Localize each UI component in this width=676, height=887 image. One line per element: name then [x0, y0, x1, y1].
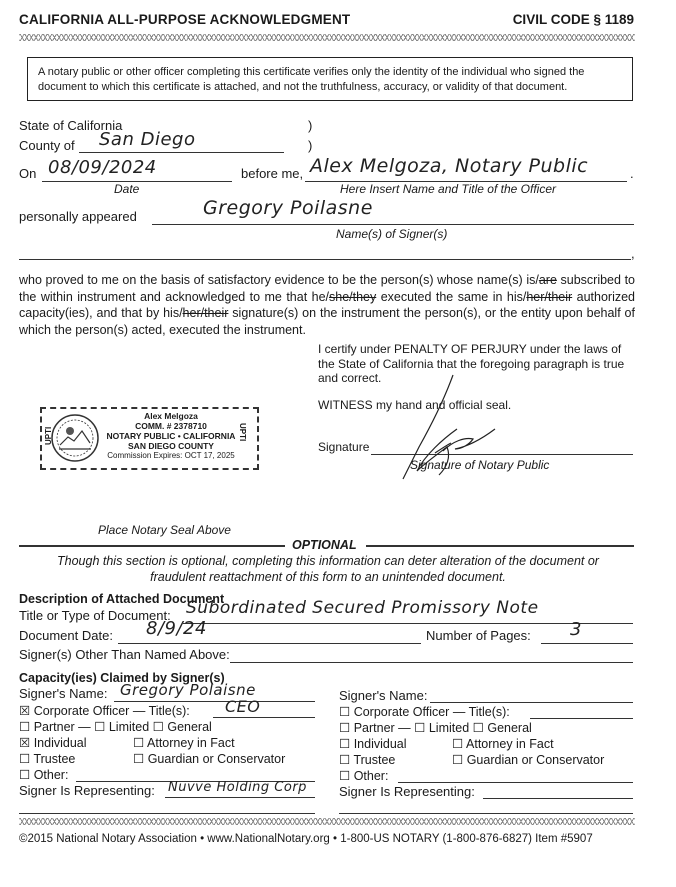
para-part-4: authorized capacity(ies), and that by his/: [19, 289, 635, 320]
county-label: County of: [19, 138, 75, 153]
para-part-1: who proved to me on the basis of satisfactory evidence to be the person(s) whose name(s) is/: [19, 273, 539, 287]
right-attorney-row: [452, 736, 554, 751]
signer-caption: Name(s) of Signer(s): [336, 227, 448, 241]
right-corporate-row: [339, 704, 510, 719]
seal-notary: NOTARY PUBLIC • CALIFORNIA: [106, 431, 236, 441]
pages-line: [541, 643, 633, 644]
left-signer-name-value[interactable]: Gregory Polaisne: [120, 681, 256, 699]
seal-name: Alex Melgoza: [144, 411, 198, 421]
form-title: CALIFORNIA ALL-PURPOSE ACKNOWLEDGMENT: [19, 12, 351, 27]
right-limited-label: Limited: [428, 721, 470, 735]
doc-title-line: [183, 623, 633, 624]
left-guardian-label: Guardian or Conservator: [147, 752, 286, 766]
certify-text: I certify under PENALTY OF PERJURY under the laws of the State of California that the foregoing paragraph is true and correct.: [318, 342, 625, 385]
left-representing-line: [165, 797, 315, 798]
left-title-line: [213, 717, 315, 718]
bracket-2: ): [308, 138, 313, 153]
signer-line-2: [19, 259, 631, 260]
right-other-checkbox[interactable]: ☐: [339, 769, 351, 783]
left-individual-label: Individual: [33, 736, 87, 750]
seal-text: [96, 411, 246, 461]
left-other-row: [19, 767, 68, 782]
right-individual-label: Individual: [353, 737, 407, 751]
right-general-checkbox[interactable]: ☐: [472, 721, 484, 735]
other-signers-line: [230, 662, 633, 663]
struck-her-their-2: her/their: [182, 306, 229, 320]
doc-date-value[interactable]: 8/9/24: [146, 618, 207, 639]
doc-title-label: Title or Type of Document:: [19, 608, 171, 623]
left-trustee-label: Trustee: [33, 752, 76, 766]
top-border-pattern: [19, 34, 635, 41]
right-general-label: General: [487, 721, 532, 735]
right-other-label: Other:: [353, 769, 389, 783]
description-heading: Description of Attached Document: [19, 592, 225, 606]
left-corporate-checkbox[interactable]: ☒: [19, 704, 31, 718]
signer-value[interactable]: Gregory Poilasne: [203, 197, 373, 219]
seal-side-left: UPTI: [44, 426, 53, 445]
right-representing-line: [483, 798, 633, 799]
county-value[interactable]: San Diego: [99, 129, 196, 150]
left-guardian-checkbox[interactable]: ☐: [133, 752, 145, 766]
right-guardian-row: [452, 752, 604, 767]
county-line: [79, 152, 284, 153]
bottom-border-pattern: [19, 818, 635, 825]
struck-she-they: she/they: [329, 289, 377, 304]
ack-date-value[interactable]: 08/09/2024: [48, 157, 157, 178]
optional-note: Though this section is optional, completing this information can deter alteration of the document or fraudulent reattachment of this form to an unintended document.: [57, 554, 599, 584]
officer-value[interactable]: Alex Melgoza, Notary Public: [310, 155, 589, 177]
right-extra-line: [339, 813, 633, 814]
right-guardian-checkbox[interactable]: ☐: [452, 753, 464, 767]
left-corporate-row: [19, 703, 190, 718]
seal-expires: Commission Expires: OCT 17, 2025: [107, 451, 235, 460]
comma-mark: ,: [631, 246, 635, 261]
right-other-line: [398, 782, 633, 783]
right-attorney-checkbox[interactable]: ☐: [452, 737, 464, 751]
left-partner-row: [19, 719, 212, 734]
before-me-label: before me,: [241, 166, 304, 181]
optional-rule-left: [19, 545, 285, 547]
date-caption: Date: [114, 182, 140, 196]
right-corporate-checkbox[interactable]: ☐: [339, 705, 351, 719]
doc-date-line: [118, 643, 421, 644]
place-seal-caption: Place Notary Seal Above: [98, 523, 231, 537]
left-corporate-label: Corporate Officer — Title(s):: [33, 704, 190, 718]
right-signer-name-line: [430, 702, 633, 703]
bracket-1: ): [308, 118, 313, 133]
signer-line: [152, 224, 634, 225]
state-label: State of California: [19, 118, 123, 133]
state-seal-icon: [50, 413, 100, 463]
signature-label: Signature: [318, 440, 370, 454]
left-signer-name-label: Signer's Name:: [19, 686, 108, 701]
witness-text: WITNESS my hand and official seal.: [318, 398, 512, 412]
right-trustee-checkbox[interactable]: ☐: [339, 753, 351, 767]
right-corporate-label: Corporate Officer — Title(s):: [353, 705, 510, 719]
doc-date-label: Document Date:: [19, 628, 113, 643]
doc-title-value[interactable]: Subordinated Secured Promissory Note: [186, 598, 539, 618]
acknowledgment-paragraph: [19, 272, 635, 338]
para-part-2: subscribed to the within instrument and acknowledged to me that he/: [19, 273, 636, 304]
notice-box: A notary public or other officer completing this certificate verifies only the identity of the individual who signed the document to which this certificate is attached, and not the truthfulness, accuracy, or validity of that document.: [27, 57, 633, 101]
left-extra-line: [19, 813, 315, 814]
left-limited-checkbox[interactable]: ☐: [94, 720, 106, 734]
other-signers-label: Signer(s) Other Than Named Above:: [19, 647, 230, 662]
right-guardian-label: Guardian or Conservator: [466, 753, 605, 767]
left-trustee-checkbox[interactable]: ☐: [19, 752, 31, 766]
on-label: On: [19, 166, 37, 181]
right-individual-row: [339, 736, 407, 751]
left-title-value[interactable]: CEO: [225, 697, 261, 716]
right-partner-checkbox[interactable]: ☐: [339, 721, 351, 735]
right-partner-label: Partner —: [353, 721, 411, 735]
para-part-3: executed the same in his/: [376, 289, 527, 304]
left-individual-checkbox[interactable]: ☒: [19, 736, 31, 750]
seal-comm: COMM. # 2378710: [135, 421, 207, 431]
left-representing-value[interactable]: Nuvve Holding Corp: [168, 780, 307, 795]
left-attorney-row: [133, 735, 235, 750]
signature-caption: Signature of Notary Public: [410, 458, 550, 472]
left-other-checkbox[interactable]: ☐: [19, 768, 31, 782]
right-trustee-label: Trustee: [353, 753, 396, 767]
notary-seal: [40, 407, 259, 470]
left-signer-name-line: [114, 701, 315, 702]
left-partner-checkbox[interactable]: ☐: [19, 720, 31, 734]
footer-text: ©2015 National Notary Association • www.NationalNotary.org • 1-800-US NOTARY (1-800-876-6827) Item #5907: [19, 833, 593, 845]
notary-signature: [395, 367, 505, 487]
left-partner-label: Partner —: [33, 720, 91, 734]
right-title-line: [530, 718, 633, 719]
seal-county: SAN DIEGO COUNTY: [128, 441, 214, 451]
right-individual-checkbox[interactable]: ☐: [339, 737, 351, 751]
seal-side-right: UPTI: [238, 423, 247, 442]
right-representing-label: Signer Is Representing:: [339, 784, 475, 799]
right-attorney-label: Attorney in Fact: [466, 737, 554, 751]
struck-her-their-1: her/their: [526, 289, 573, 304]
optional-rule-right: [366, 545, 634, 547]
right-partner-row: [339, 720, 532, 735]
left-general-label: General: [167, 720, 212, 734]
left-guardian-row: [133, 751, 285, 766]
left-other-label: Other:: [33, 768, 69, 782]
left-trustee-row: [19, 751, 75, 766]
right-limited-checkbox[interactable]: ☐: [414, 721, 426, 735]
right-trustee-row: [339, 752, 395, 767]
struck-are: are: [538, 273, 557, 287]
left-general-checkbox[interactable]: ☐: [152, 720, 164, 734]
left-attorney-checkbox[interactable]: ☐: [133, 736, 145, 750]
period-mark: .: [630, 166, 634, 181]
optional-heading: OPTIONAL: [292, 538, 357, 552]
left-limited-label: Limited: [108, 720, 150, 734]
pages-value[interactable]: 3: [570, 619, 582, 640]
capacity-heading: Capacity(ies) Claimed by Signer(s): [19, 671, 225, 685]
para-part-5: signature(s) on the instrument the person(s), or the entity upon behalf of which the person(s) acted, executed the instrument.: [19, 306, 635, 337]
pages-label: Number of Pages:: [426, 628, 531, 643]
left-attorney-label: Attorney in Fact: [147, 736, 235, 750]
right-other-row: [339, 768, 388, 783]
left-representing-label: Signer Is Representing:: [19, 783, 155, 798]
officer-caption: Here Insert Name and Title of the Officer: [340, 182, 556, 196]
appeared-label: personally appeared: [19, 209, 137, 224]
right-signer-name-label: Signer's Name:: [339, 688, 428, 703]
civil-code: CIVIL CODE § 1189: [512, 12, 634, 27]
left-individual-row: [19, 735, 87, 750]
